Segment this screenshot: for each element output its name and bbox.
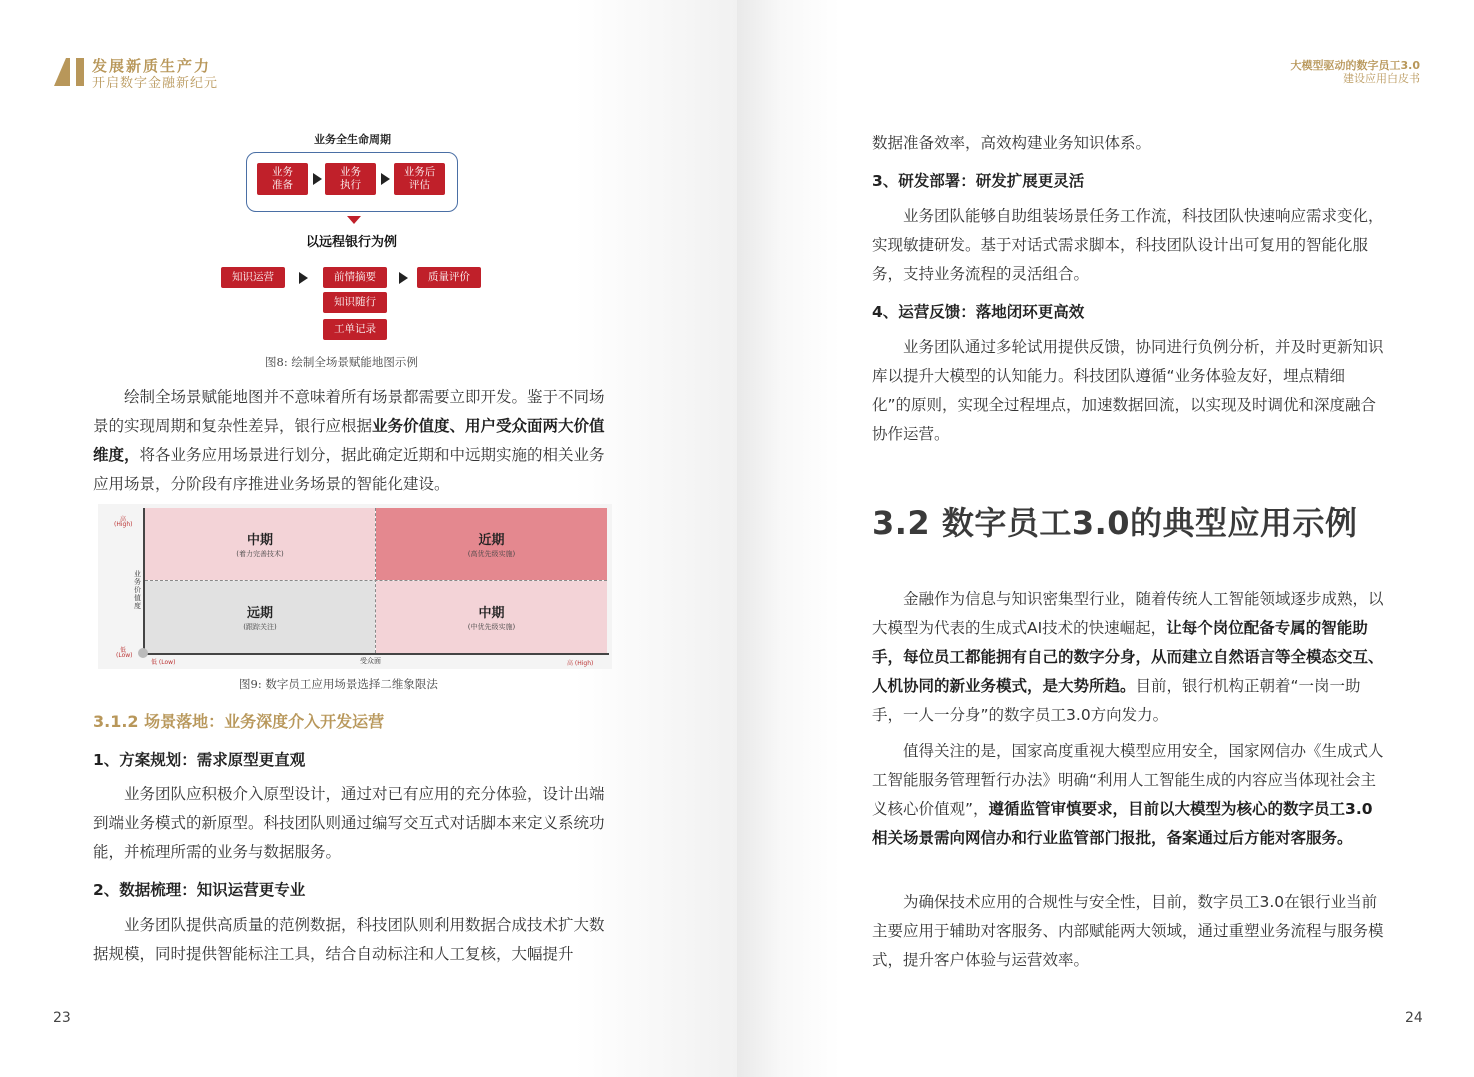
- ticket-record-box: 工单记录: [323, 319, 387, 340]
- arrow-icon: [299, 272, 308, 284]
- paragraph-trend: 金融作为信息与知识密集型行业，随着传统人工智能领域逐步成熟，以大模型为代表的生成式AI技术的快速崛起，让每个岗位配备专属的智能助手，每位员工都能拥有自己的数字分身，从而建立自然语言等全模态交互、人机协同的新业务模式，是大势所趋。目前，银行机构正朝着“一岗一助手，一人一分身”的数字员工3.0方向发力。: [872, 590, 1384, 724]
- arrow-icon: [399, 272, 408, 284]
- header-title-right: 大模型驱动的数字员工3.0: [1290, 59, 1420, 72]
- y-high-en-label: (High): [114, 521, 133, 528]
- matrix-h-divider: [145, 580, 607, 581]
- lifecycle-step-prepare: 业务 准备: [257, 163, 308, 195]
- paragraph-data: 业务团队提供高质量的范例数据，科技团队则利用数据合成技术扩大数据规模，同时提供智能标注工具，结合自动标注和人工复核，大幅提升: [93, 916, 605, 963]
- down-arrow-icon: [347, 216, 361, 224]
- paragraph-compliance: 为确保技术应用的合规性与安全性，目前，数字员工3.0在银行业当前主要应用于辅助对客服务、内部赋能两大领域，通过重塑业务流程与服务模式，提升客户体验与运营效率。: [872, 893, 1384, 969]
- heading-data: 2、数据梳理：知识运营更专业: [93, 881, 306, 899]
- paragraph-ops: 业务团队通过多轮试用提供反馈，协同进行负例分析，并及时更新知识库以提升大模型的认知能力。科技团队遵循“业务体验友好，埋点精细化”的原则，实现全过程埋点，加速数据回流，以实现及时调优和深度融合协作运营。: [872, 338, 1384, 443]
- y-high-label: 高: [120, 516, 127, 523]
- y-low-label: 低: [120, 647, 127, 654]
- heading-dev: 3、研发部署：研发扩展更灵活: [872, 172, 1085, 190]
- quadrant-near-term: 近期 (高优先级实施): [376, 508, 607, 580]
- page-number-left: 23: [53, 1010, 71, 1026]
- quadrant-mid-term-top: 中期 (着力完善技术): [145, 508, 375, 580]
- header-subtitle: 开启数字金融新纪元: [92, 76, 219, 91]
- header-subtitle-right: 建设应用白皮书: [1343, 72, 1420, 85]
- header-title: 发展新质生产力: [92, 57, 212, 75]
- knowledge-follow-box: 知识随行: [323, 292, 387, 313]
- summary-box: 前情摘要: [323, 267, 387, 288]
- figure-8-caption: 图8: 绘制全场景赋能地图示例: [265, 355, 418, 369]
- x-axis-label: 受众面: [360, 657, 381, 665]
- lifecycle-title: 业务全生命周期: [314, 133, 391, 146]
- knowledge-ops-box: 知识运营: [221, 267, 285, 288]
- paragraph-dev: 业务团队能够自助组装场景任务工作流，科技团队快速响应需求变化，实现敏捷研发。基于对话式需求脚本，科技团队设计出可复用的智能化服务，支持业务流程的灵活组合。: [872, 207, 1384, 283]
- x-axis: [143, 653, 609, 655]
- section-32-heading: 3.2 数字员工3.0的典型应用示例: [872, 504, 1358, 542]
- paragraph-scenario-map: 绘制全场景赋能地图并不意味着所有场景都需要立即开发。鉴于不同场景的实现周期和复杂性差异，银行应根据业务价值度、用户受众面两大价值维度，将各业务应用场景进行划分，据此确定近期和中远期实施的相关业务应用场景，分阶段有序推进业务场景的智能化建设。: [93, 388, 605, 493]
- ai-logo-icon: [54, 58, 88, 86]
- right-page: [737, 0, 1474, 1077]
- paragraph-regulation: 值得关注的是，国家高度重视大模型应用安全，国家网信办《生成式人工智能服务管理暂行办法》明确“利用人工智能生成的内容应当体现社会主义核心价值观”，遵循监管审慎要求，目前以大模型为核心的数字员工3.0相关场景需向网信办和行业监管部门报批，备案通过后方能对客服务。: [872, 742, 1384, 847]
- y-axis-label: 业务价值度: [134, 570, 141, 610]
- paragraph-continued: 数据准备效率，高效构建业务知识体系。: [872, 134, 1152, 152]
- page-number-right: 24: [1405, 1010, 1423, 1026]
- x-low-label: 低 (Low): [151, 659, 176, 666]
- example-title: 以远程银行为例: [306, 235, 398, 250]
- lifecycle-step-evaluate: 业务后 评估: [394, 163, 445, 195]
- quadrant-long-term: 远期 (跟踪关注): [145, 581, 375, 653]
- heading-ops: 4、运营反馈：落地闭环更高效: [872, 303, 1085, 321]
- arrow-icon: [313, 173, 322, 185]
- matrix-v-divider: [375, 508, 376, 653]
- figure-9-caption: 图9: 数字员工应用场景选择二维象限法: [239, 677, 438, 691]
- quadrant-mid-term-bottom: 中期 (中优先级实施): [376, 581, 607, 653]
- y-low-en-label: (Low): [116, 652, 133, 659]
- y-axis: [143, 508, 145, 655]
- origin-dot: [138, 648, 148, 658]
- section-312-heading: 3.1.2 场景落地：业务深度介入开发运营: [93, 712, 385, 731]
- paragraph-plan: 业务团队应积极介入原型设计，通过对已有应用的充分体验，设计出端到端业务模式的新原型。科技团队则通过编写交互式对话脚本来定义系统功能，并梳理所需的业务与数据服务。: [93, 785, 605, 861]
- arrow-icon: [381, 173, 390, 185]
- lifecycle-step-execute: 业务 执行: [325, 163, 376, 195]
- heading-plan: 1、方案规划：需求原型更直观: [93, 751, 306, 769]
- quality-eval-box: 质量评价: [417, 267, 481, 288]
- x-high-label: 高 (High): [567, 660, 594, 667]
